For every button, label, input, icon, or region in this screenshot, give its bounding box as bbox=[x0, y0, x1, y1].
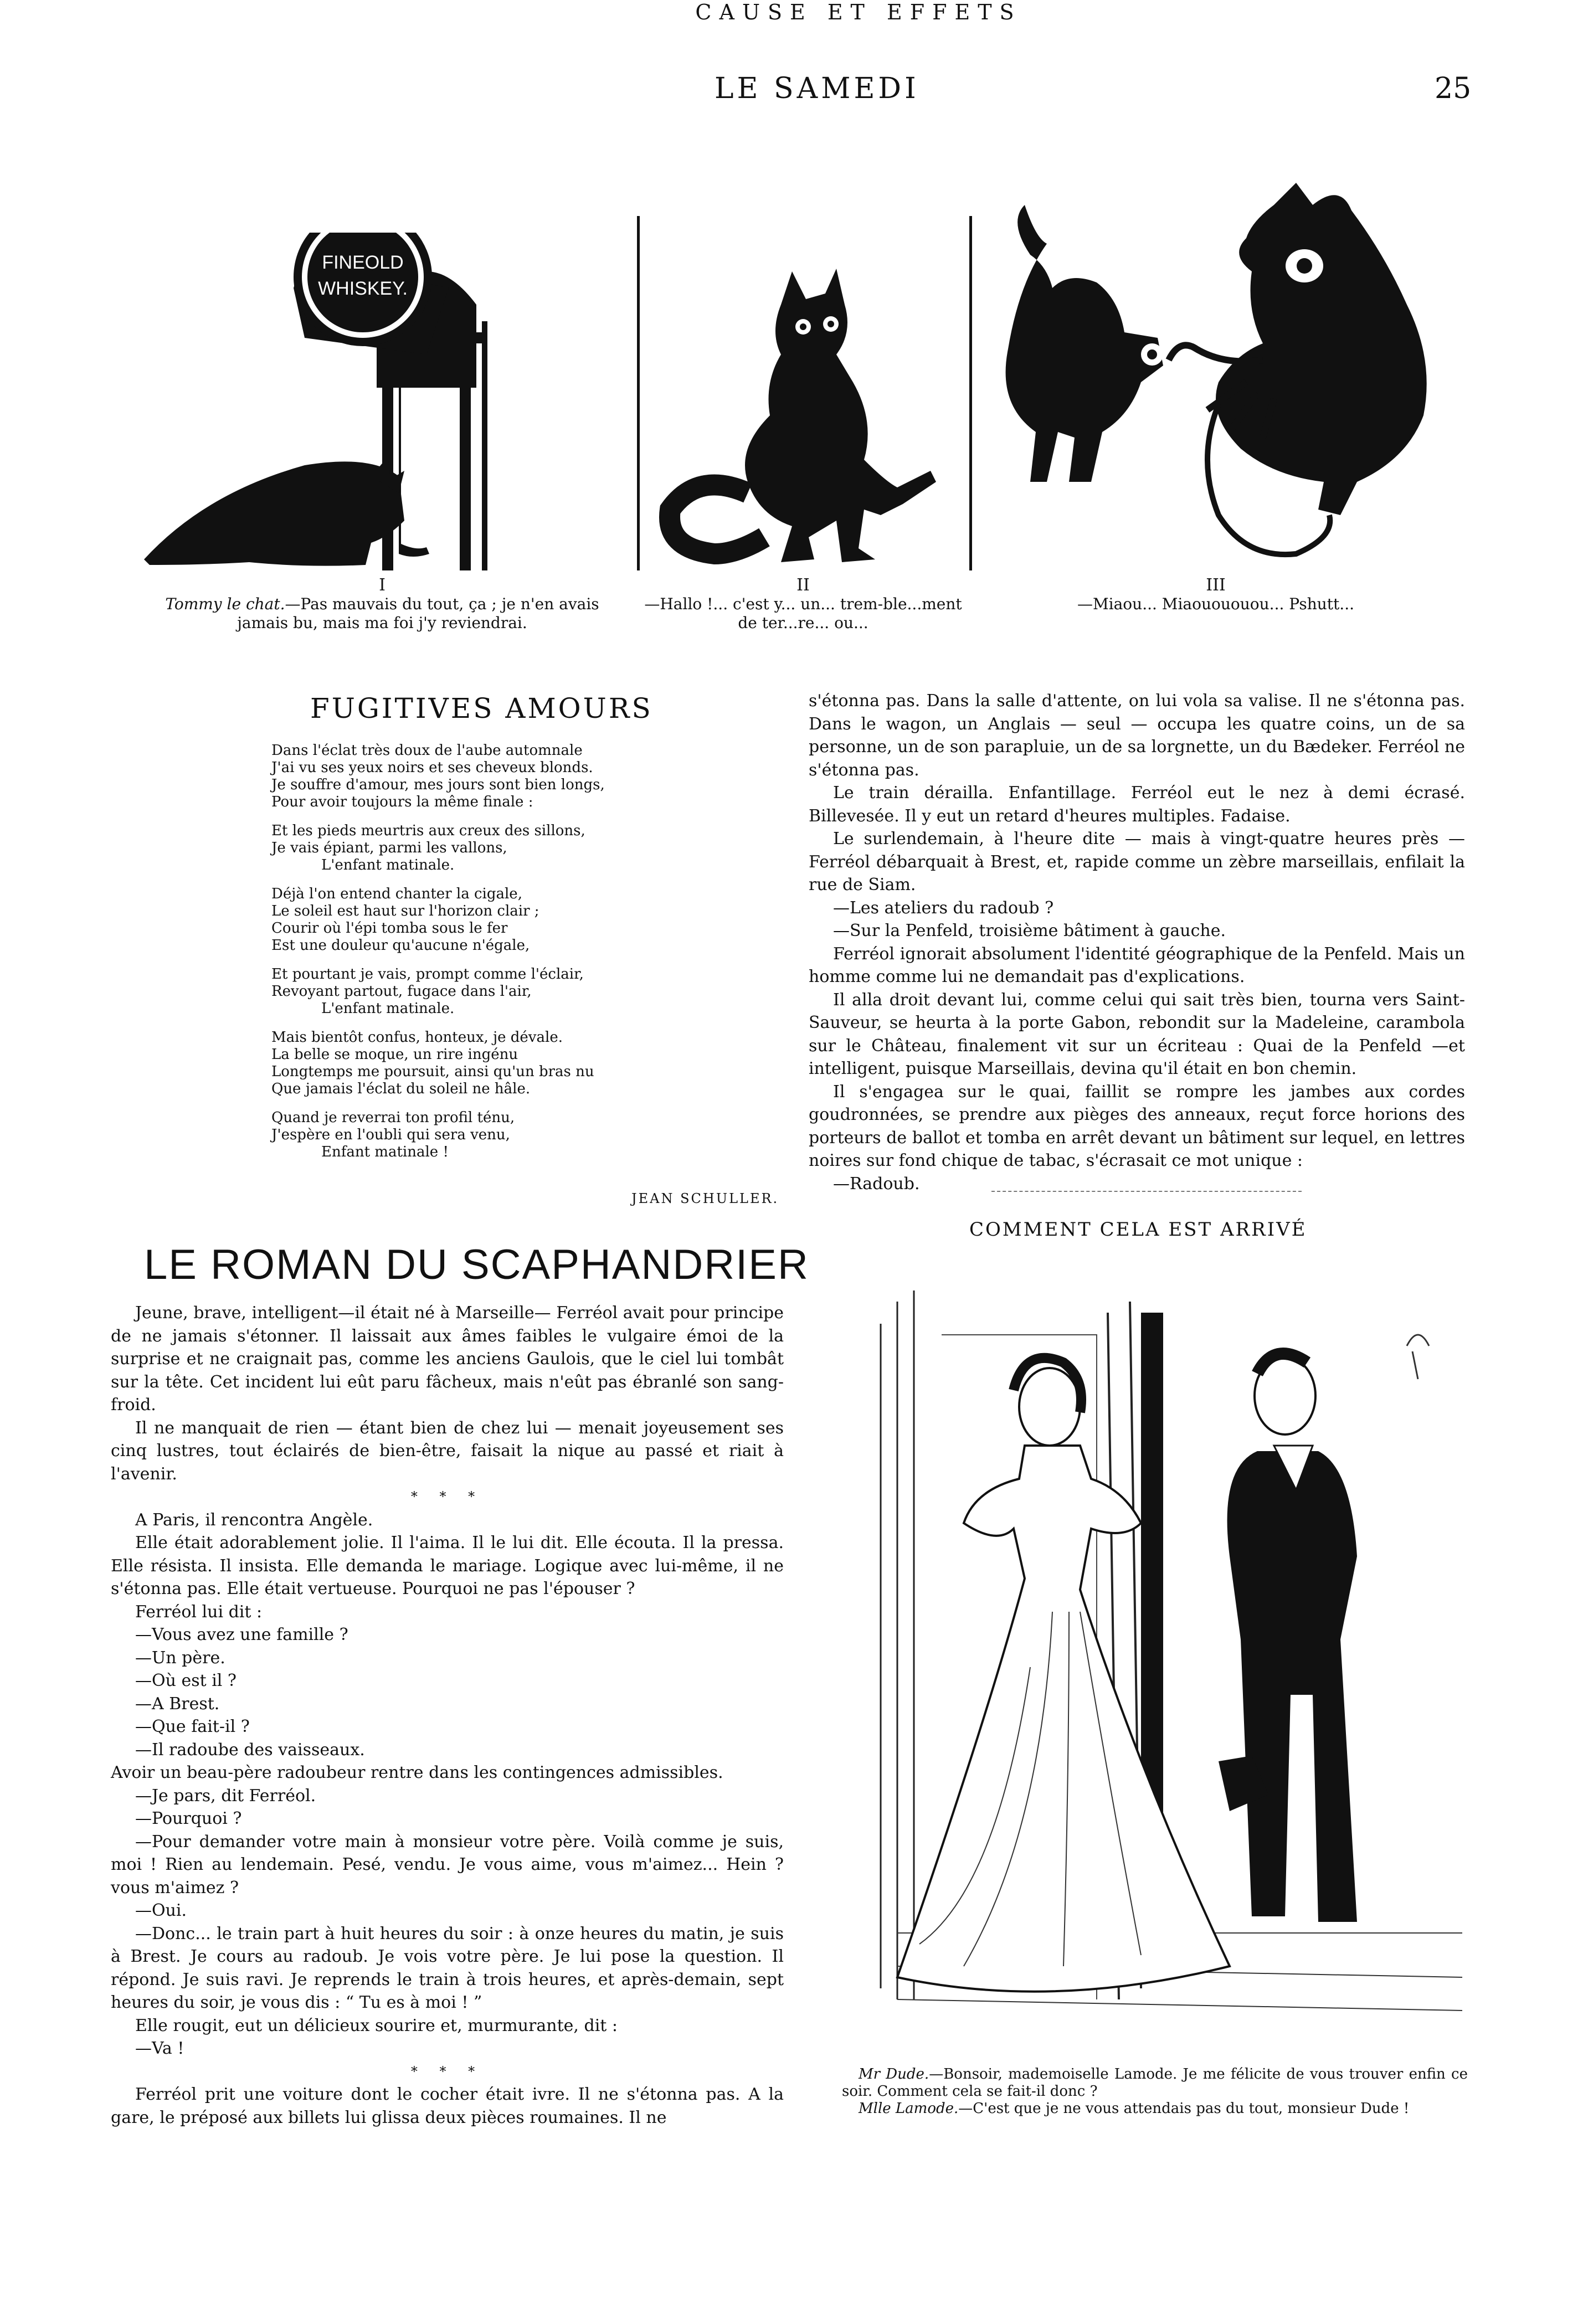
dialogue-line: —Vous avez une famille ? bbox=[135, 1625, 348, 1644]
poem-stanza: Et pourtant je vais, prompt comme l'éclair, Revoyant partout, fugace dans l'air, L'enfant matinale. bbox=[271, 966, 584, 1017]
story-paragraph: Ferréol ignorait absolument l'identité géographique de la Penfeld. Mais un homme comme lui ne demandait pas d'explications. bbox=[809, 944, 1465, 986]
poem-stanza: Et les pieds meurtris aux creux des sillons, Je vais épiant, parmi les vallons, L'enfant matinale. bbox=[271, 822, 585, 873]
page-number: 25 bbox=[1435, 72, 1472, 105]
dialogue-line: —A Brest. bbox=[135, 1694, 220, 1714]
story-paragraph: Le train dérailla. Enfantillage. Ferréol eut le nez à demi écrasé. Billevesée. Il y eut un retard d'heures multiples. Fadaise. bbox=[809, 783, 1465, 826]
poem-body bbox=[271, 742, 609, 1173]
dialogue-line: —Va ! bbox=[135, 2039, 184, 2058]
panel-2-number: II bbox=[796, 575, 810, 595]
story-paragraph: Elle rougit, eut un délicieux sourire et, murmurante, dit : bbox=[135, 2015, 618, 2035]
illustration-caption bbox=[842, 2066, 1468, 2117]
dialogue-line: —Radoub. bbox=[833, 1174, 920, 1194]
section-title: CAUSE ET EFFETS bbox=[695, 0, 1022, 24]
poem-stanza: Déjà l'on entend chanter la cigale, Le soleil est haut sur l'horizon clair ; Courir où l'épi tomba sous le fer Est une douleur qu'aucune n'égale, bbox=[271, 886, 539, 954]
barrel-label-1: FINEOLD bbox=[322, 252, 404, 273]
dialogue-line: —Il radoube des vaisseaux. bbox=[135, 1740, 365, 1760]
panel-1-number: I bbox=[379, 575, 386, 595]
story-title: LE ROMAN DU SCAPHANDRIER bbox=[144, 1241, 809, 1288]
dialogue-line: —Les ateliers du radoub ? bbox=[833, 898, 1054, 918]
illustration-drawing bbox=[831, 1279, 1468, 2060]
story-paragraph: Il s'engagea sur le quai, faillit se rompre les jambes aux cordes goudronnées, se prendre aux pièges des anneaux, reçut force horions des porteurs de ballot et tomba en arrêt devant un bâtiment sur lequel, en lettres noires sur fond chique de tabac, s'écrasait ce mot unique : bbox=[809, 1082, 1465, 1170]
illustration-title: COMMENT CELA EST ARRIVÉ bbox=[969, 1218, 1307, 1241]
panel-2-drawing bbox=[654, 260, 958, 570]
divider-rule bbox=[991, 1191, 1302, 1192]
story-paragraph: Le surlendemain, à l'heure dite — mais à vingt-quatre heures près — Ferréol débarquait à Brest, et, rapide comme un zèbre marseillais, enfilait la rue de Siam. bbox=[809, 829, 1465, 894]
story-column-left bbox=[111, 1302, 784, 2129]
section-break: * * * bbox=[410, 2063, 484, 2079]
journal-title: LE SAMEDI bbox=[715, 72, 919, 105]
story-paragraph: Avoir un beau-père radoubeur rentre dans les contingences admissibles. bbox=[111, 1763, 723, 1782]
panel-3-drawing bbox=[986, 172, 1446, 576]
panel-1-drawing bbox=[138, 233, 626, 576]
dialogue-line: —Pourquoi ? bbox=[135, 1809, 242, 1828]
section-break: * * * bbox=[410, 1489, 484, 1504]
story-paragraph: A Paris, il rencontra Angèle. bbox=[135, 1510, 373, 1530]
poem-title: FUGITIVES AMOURS bbox=[310, 692, 653, 724]
panel-1-caption: I Tommy le chat.—Pas mauvais du tout, ça ; je n'en avais jamais bu, mais ma foi j'y reviendrai. bbox=[138, 576, 626, 633]
story-paragraph: Ferréol prit une voiture dont le cocher était ivre. Il ne s'étonna pas. A la gare, le préposé aux billets lui glissa deux pièces roumaines. Il ne bbox=[111, 2085, 784, 2127]
poem-author: JEAN SCHULLER. bbox=[631, 1191, 779, 1206]
panel-2-caption: II —Hallo !... c'est y... un... trem-ble...ment de ter...re... ou... bbox=[643, 576, 964, 633]
story-paragraph: Il alla droit devant lui, comme celui qui sait très bien, tourna vers Saint-Sauveur, se heurta à la porte Gabon, rebondit sur la Madeleine, carambola sur le Château, finalement vit sur un écriteau : Quai de la Penfeld —et intelligent, puisque Marseillais, devina qu'il était en bon chemin. bbox=[809, 990, 1465, 1078]
panel-divider bbox=[969, 216, 972, 570]
dialogue-line: —Un père. bbox=[135, 1648, 225, 1668]
dialogue-line: —Sur la Penfeld, troisième bâtiment à gauche. bbox=[833, 921, 1226, 940]
dialogue-line: —Que fait-il ? bbox=[135, 1717, 250, 1736]
poem-stanza: Mais bientôt confus, honteux, je dévale. La belle se moque, un rire ingénu Longtemps me poursuit, ainsi qu'un bras nu Que jamais l'éclat du soleil ne hâle. bbox=[271, 1029, 594, 1097]
caption-line-2: Mlle Lamode.—C'est que je ne vous attendais pas du tout, monsieur Dude ! bbox=[859, 2100, 1410, 2117]
story-column-right bbox=[809, 690, 1465, 1195]
panel-3-caption: III —Miaou... Miaouououou... Pshutt... bbox=[986, 576, 1446, 614]
barrel-label-2: WHISKEY. bbox=[318, 278, 408, 299]
story-paragraph: Il ne manquait de rien — étant bien de chez lui — menait joyeusement ses cinq lustres, tout éclairés de bien-être, faisait la nique au passé et riait à l'avenir. bbox=[111, 1418, 784, 1484]
story-paragraph: Ferréol lui dit : bbox=[135, 1602, 263, 1622]
dialogue-line: —Où est il ? bbox=[135, 1671, 237, 1690]
story-paragraph: Elle était adorablement jolie. Il l'aima. Il le lui dit. Elle écouta. Il la pressa. Elle résista. Il insista. Elle demanda le mariage. Logique avec lui-même, il ne s'étonna pas. Elle était vertueuse. Pourquoi ne pas l'épouser ? bbox=[111, 1533, 784, 1598]
story-paragraph: s'étonna pas. Dans la salle d'attente, on lui vola sa valise. Il ne s'étonna pas. Dans le wagon, un Anglais — seul — occupa les quatre coins, un de sa personne, un de son parapluie, un de sa lorgnette, un du Bædeker. Ferréol ne s'étonna pas. bbox=[809, 691, 1465, 780]
dialogue-line: —Pour demander votre main à monsieur votre père. Voilà comme je suis, moi ! Rien au lendemain. Pesé, vendu. Je vous aime, vous m'aimez... Hein ? vous m'aimez ? bbox=[111, 1832, 784, 1898]
story-paragraph: Jeune, brave, intelligent—il était né à Marseille— Ferréol avait pour principe de ne jamais s'étonner. Il laissait aux âmes faibles le vulgaire émoi de la surprise et ne craignait pas, comme les anciens Gaulois, que le ciel lui tombât sur la tête. Cet incident lui eût paru fâcheux, mais n'eût pas ébranlé son sang-froid. bbox=[111, 1303, 784, 1415]
dialogue-line: —Oui. bbox=[135, 1901, 187, 1920]
poem-stanza: Quand je reverrai ton profil ténu, J'espère en l'oubli qui sera venu, Enfant matinale ! bbox=[271, 1109, 515, 1160]
panel-divider bbox=[637, 216, 640, 570]
dialogue-line: —Je pars, dit Ferréol. bbox=[135, 1786, 316, 1806]
poem-stanza: Dans l'éclat très doux de l'aube automnale J'ai vu ses yeux noirs et ses cheveux blonds. Je souffre d'amour, mes jours sont bien longs, Pour avoir toujours la même finale : bbox=[271, 742, 605, 810]
caption-line-1: Mr Dude.—Bonsoir, mademoiselle Lamode. Je me félicite de vous trouver enfin ce soir. Comment cela se fait-il donc ? bbox=[842, 2066, 1468, 2100]
panel-3-number: III bbox=[1206, 575, 1226, 595]
dialogue-line: —Donc... le train part à huit heures du soir : à onze heures du matin, je suis à Brest. Je cours au radoub. Je vois votre père. Je lui pose la question. Il répond. Je suis ravi. Je reprends le train à trois heures, et après-demain, sept heures du soir, je vous dis : “ Tu es à moi ! ” bbox=[111, 1924, 784, 2012]
